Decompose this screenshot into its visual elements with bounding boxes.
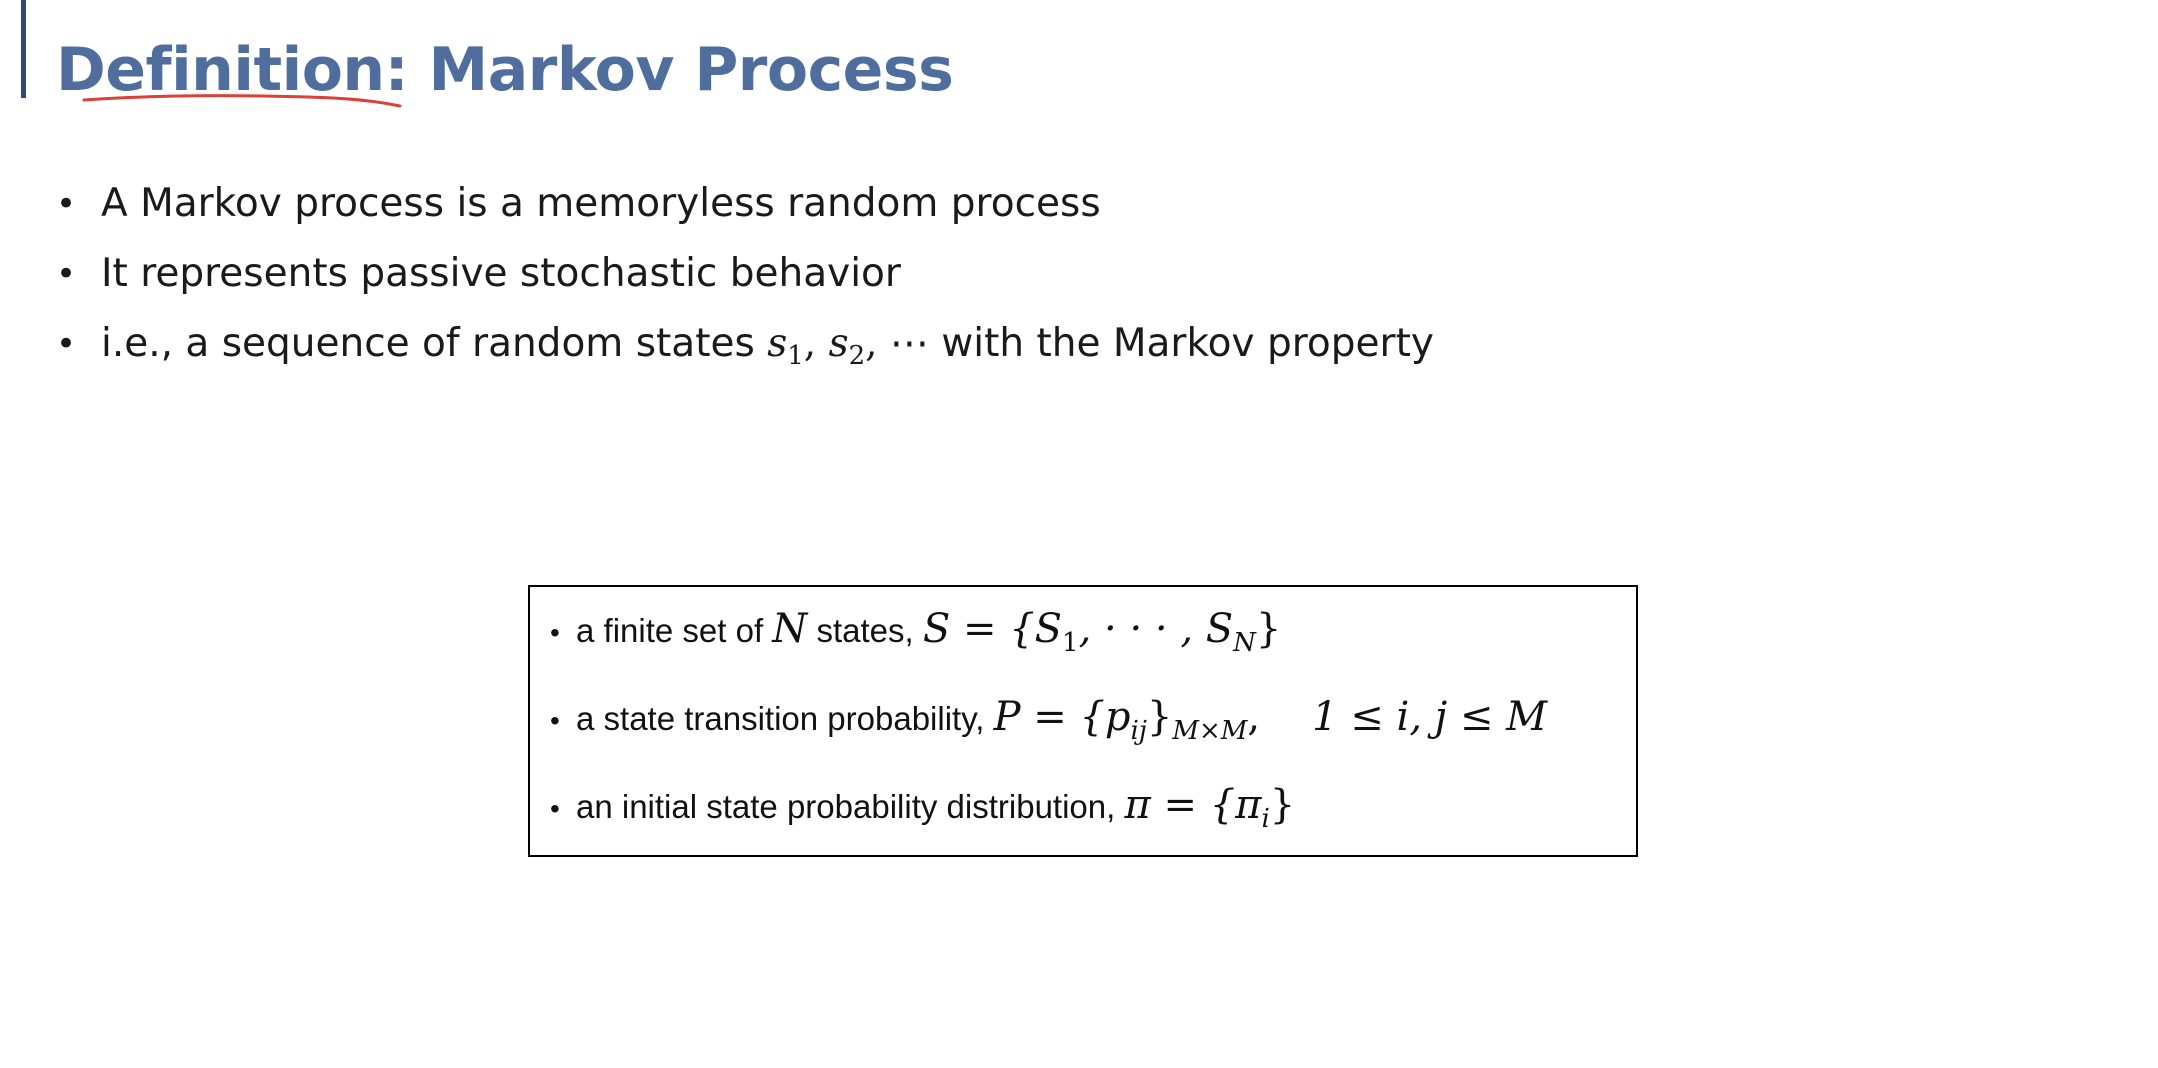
definition-box	[528, 585, 1638, 857]
bullet-item-stochastic	[56, 246, 1434, 316]
bullet-dot-icon: •	[550, 705, 560, 736]
bullet-text: It represents passive stochastic behavior	[101, 251, 901, 296]
bullet-list	[56, 176, 1434, 386]
handwritten-underline-annotation	[82, 86, 404, 112]
bullet-dot-icon: •	[56, 324, 77, 364]
bullet-dot-icon: •	[550, 793, 560, 824]
title-definition-word: Definition:	[56, 35, 409, 105]
math-state-set: $S = \{S_1$, · · · , $S_N$}	[922, 606, 1282, 658]
math-transition-matrix: $P = \{p_{ij}\}_{M\times M}$,	[993, 694, 1261, 746]
title-topic: Markov Process	[428, 35, 954, 105]
bullet-dot-icon: •	[56, 184, 77, 224]
math-index-constraint: 1 ≤ i, j ≤ M	[1312, 694, 1548, 740]
math-initial-distribution: $\pi = \{\pi_i\}$	[1124, 782, 1296, 834]
slide-left-accent-bar	[21, 0, 26, 98]
bullet-dot-icon: •	[56, 254, 77, 294]
box-item-transition: • a state transition probability, $P = \{p_{ij}\}_{M\times M}$, 1 ≤ i, j ≤ M	[550, 687, 1547, 747]
box-item-initial: • an initial state probability distribution, $\pi = \{\pi_i\}$	[550, 775, 1295, 835]
bullet-text-suffix: with the Markov property	[928, 321, 1434, 366]
math-state-sequence: $s_1$, $s_2$, ⋯	[767, 321, 929, 371]
math-N: N	[772, 606, 808, 652]
bullet-dot-icon: •	[550, 617, 560, 648]
bullet-item-memoryless	[56, 176, 1434, 246]
bullet-item-sequence	[56, 316, 1434, 386]
bullet-text: A Markov process is a memoryless random process	[101, 181, 1101, 226]
bullet-text-prefix: i.e., a sequence of random states	[101, 321, 768, 366]
box-item-states: • a finite set of N states, $S = \{S_1$, · · · , $S_N$}	[550, 599, 1281, 659]
